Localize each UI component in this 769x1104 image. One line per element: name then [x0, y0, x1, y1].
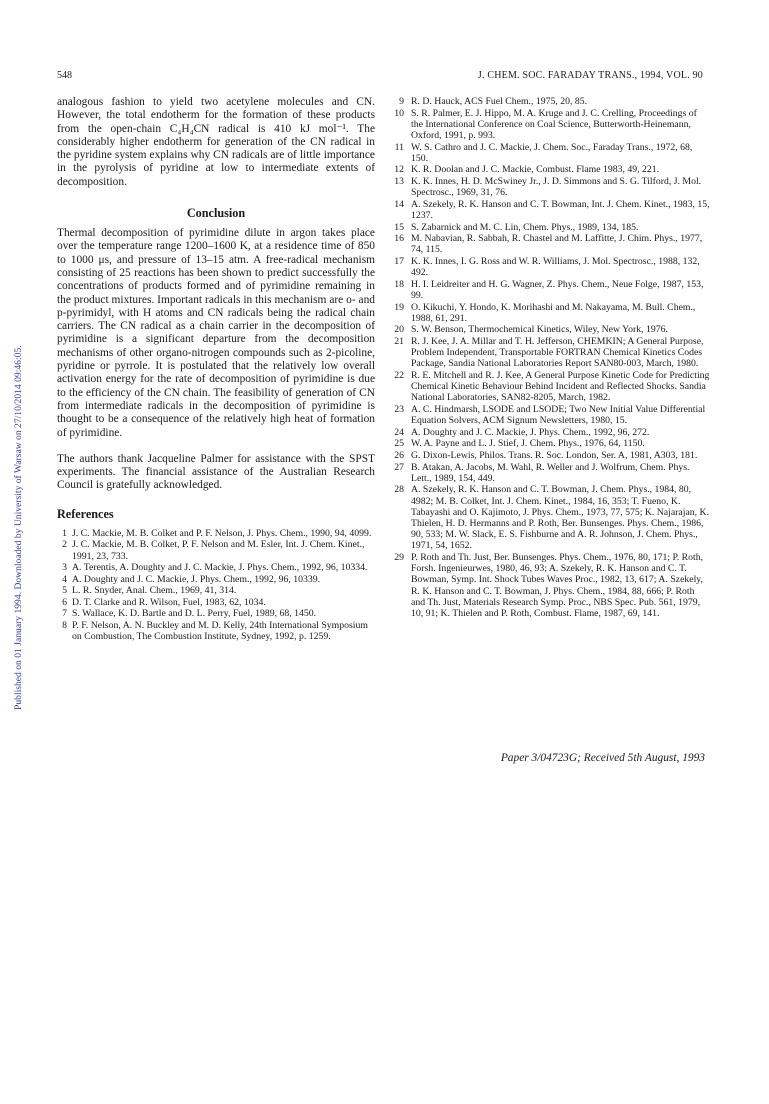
reference-item [392, 462, 710, 484]
reference-number: 4 [62, 573, 67, 585]
reference-text: B. Atakan, A. Jacobs, M. Wahl, R. Weller and J. Wolfrum, Chem. Phys. Lett., 1989, 154, 449. [411, 461, 690, 484]
acknowledgement-paragraph: The authors thank Jacqueline Palmer for assistance with the SPST experiments. The financial assistance of the Australian Research Council is gratefully acknowledged. [57, 452, 375, 492]
reference-text: A. Szekely, R. K. Hanson and C. T. Bowman, J. Chem. Phys., 1984, 80, 4982; M. B. Colket, Int. J. Chem. Kinet., 1984, 16, 353; T. Fueno, K. Tabayashi and O. Kajimoto, J. Phys. Chem., 1973, 77, 575; K. Najarajan, K. Thielen, H. D. Hermanns and P. Roth, Ber. Bunsenges. Phys. Chem., 1986, 90, 533; M. W. Slack, E. S. Fishburne and A. R. Johnson, J. Chem. Phys., 1971, 54, 1652. [411, 484, 710, 552]
reference-item [392, 404, 710, 426]
reference-text: R. D. Hauck, ACS Fuel Chem., 1975, 20, 85. [411, 96, 588, 107]
reference-number: 26 [394, 449, 404, 461]
reference-item [392, 279, 710, 301]
reference-number: 6 [62, 596, 67, 608]
reference-number: 3 [62, 562, 67, 574]
reference-text: J. C. Mackie, M. B. Colket, P. F. Nelson and M. Esler, Int. J. Chem. Kinet., 1991, 23, 733. [72, 539, 365, 562]
reference-item [392, 336, 710, 370]
reference-item [392, 96, 710, 107]
reference-text: D. T. Clarke and R. Wilson, Fuel, 1983, 62, 1034. [72, 596, 266, 608]
download-stamp-text: Published on 01 January 1994. Downloaded by University of Warsaw on 27/10/2014 09:46:05. [13, 345, 24, 710]
reference-number: 5 [62, 585, 67, 597]
reference-number: 9 [399, 96, 404, 107]
reference-number: 14 [394, 198, 404, 210]
reference-text: S. W. Benson, Thermochemical Kinetics, Wiley, New York, 1976. [411, 324, 668, 336]
reference-list-right [392, 96, 710, 619]
reference-text: G. Dixon-Lewis, Philos. Trans. R. Soc. London, Ser. A, 1981, A303, 181. [411, 449, 698, 461]
reference-number: 19 [394, 301, 404, 313]
reference-item [57, 608, 375, 619]
reference-item [57, 574, 375, 585]
reference-item [392, 427, 710, 438]
left-column [57, 96, 375, 643]
reference-text: W. S. Cathro and J. C. Mackie, J. Chem. Soc., Faraday Trans., 1972, 68, 150. [411, 141, 693, 164]
reference-item [392, 108, 710, 142]
reference-text: A. Terentis, A. Doughty and J. C. Mackie, J. Phys. Chem., 1992, 96, 10334. [72, 562, 368, 574]
reference-number: 1 [62, 527, 67, 539]
reference-text: R. E. Mitchell and R. J. Kee, A General Purpose Kinetic Code for Predicting Chemical Kinetic Behaviour Behind Incident and Reflected Shocks. Sandia National Laboratories, SAN82-8205, March, 1982. [411, 369, 710, 404]
reference-text: A. Szekely, R. K. Hanson and C. T. Bowman, Int. J. Chem. Kinet., 1983, 15, 1237. [411, 198, 710, 221]
reference-number: 13 [394, 175, 404, 187]
reference-list-left [57, 528, 375, 643]
reference-text: A. C. Hindmarsh, LSODE and LSODE; Two New Initial Value Differential Equation Solvers, ACM Signum Newsletters, 1980, 15. [411, 403, 706, 427]
reference-text: J. C. Mackie, M. B. Colket and P. F. Nelson, J. Phys. Chem., 1990, 94, 4099. [72, 527, 372, 539]
reference-number: 18 [394, 278, 404, 290]
running-head: J. CHEM. SOC. FARADAY TRANS., 1994, VOL. 90 [477, 70, 703, 81]
reference-number: 2 [62, 539, 67, 551]
download-stamp [2, 210, 24, 710]
intro-paragraph: analogous fashion to yield two acetylene molecules and CN. However, the total endotherm for the formation of these products from the open-chain C₄H₄CN radical is 410 kJ mol⁻¹. The considerably higher endotherm for generation of the CN radical in the pyridine system explains why CN radicals are of little importance in the pyrolysis of pyridine at low to intermediate extents of decomposition. [57, 96, 375, 188]
reference-number: 20 [394, 324, 404, 336]
reference-item [57, 585, 375, 596]
conclusion-paragraph: Thermal decomposition of pyrimidine dilute in argon takes place over the temperature range 1200–1600 K, at a residence time of 850 to 1000 μs, and pressure of 13–15 atm. A free-radical mechanism consisting of 25 reactions has been shown to predict successfully the concentrations of products formed and of pyrimidine remaining in the product mixtures. Important radicals in this mechanism are o- and p-pyrimidyl, with H atoms and CN radicals being the radical chain carriers. The CN radical as a chain carrier in the decomposition of pyrimidine is a significant departure from the decomposition mechanisms of other organo-nitrogen compounds such as 2-picoline, pyridine or pyrrole. It is postulated that the relatively low overall activation energy for the rate of decomposition of pyrimidine is due to the efficiency of the CN chain. The feasibility of generation of CN from intermediate radicals in the decomposition of pyrimidine is thought to be a consequence of the relatively high heat of formation of pyrimidine. [57, 227, 375, 439]
reference-text: K. K. Innes, H. D. McSwiney Jr., J. D. Simmons and S. G. Tilford, J. Mol. Spectrosc., 1969, 31, 76. [411, 175, 702, 199]
reference-item [392, 164, 710, 175]
reference-item [392, 552, 710, 619]
reference-item [57, 597, 375, 608]
received-line: Paper 3/04723G; Received 5th August, 1993 [500, 752, 705, 764]
reference-text: P. Roth and Th. Just, Ber. Bunsenges. Phys. Chem., 1976, 80, 171; P. Roth, Forsh. Ingenieurwes, 1980, 46, 93; A. Szekely, R. K. Hanson and C. T. Bowman, Symp. Int. Shock Tubes Waves Proc., 1982, 13, 617; A. Szekely, R. K. Hanson and C. T. Bowman, J. Phys. Chem., 1984, 88, 666; P. Roth and Th. Just, Materials Research Symp. Proc., NBS Spec. Pub. 561, 1979, 10, 91; K. Thielen and P. Roth, Combust. Flame, 1987, 69, 141. [411, 551, 704, 619]
reference-number: 28 [394, 484, 404, 496]
reference-number: 17 [394, 255, 404, 267]
reference-item [392, 450, 710, 461]
reference-text: S. R. Palmer, E. J. Hippo, M. A. Kruge and J. C. Crelling, Proceedings of the International Conference on Coal Science, Butterworth-Heinemann, Oxford, 1991, p. 993. [411, 107, 697, 141]
reference-number: 15 [394, 221, 404, 233]
reference-item [392, 484, 710, 551]
reference-text: R. J. Kee, J. A. Millar and T. H. Jefferson, CHEMKIN; A General Purpose, Problem Independent, Transportable FORTRAN Chemical Kinetics Codes Package, Sandia National Laboratories Report SAN80-003, March, 1980. [411, 335, 704, 370]
reference-number: 25 [394, 438, 404, 450]
reference-item [57, 528, 375, 539]
reference-item [57, 562, 375, 573]
reference-text: O. Kikuchi, Y. Hondo, K. Morihashi and M. Nakayama, M. Bull. Chem., 1988, 61, 291. [411, 301, 696, 324]
conclusion-heading: Conclusion [186, 206, 246, 221]
reference-text: A. Doughty and J. C. Mackie, J. Phys. Chem., 1992, 96, 10339. [72, 573, 321, 585]
reference-text: K. K. Innes, I. G. Ross and W. R. Williams, J. Mol. Spectrosc., 1988, 132, 492. [411, 255, 700, 279]
reference-number: 16 [394, 233, 404, 245]
references-heading: References [57, 506, 114, 521]
reference-text: S. Wallace, K. D. Bartle and D. L. Perry, Fuel, 1989, 68, 1450. [72, 608, 317, 620]
reference-item [392, 256, 710, 278]
reference-item [57, 620, 375, 642]
reference-number: 27 [394, 461, 404, 473]
reference-item [392, 324, 710, 335]
reference-text: M. Nabavian, R. Sabbah, R. Chastel and M. Laffitte, J. Chim. Phys., 1977, 74, 115. [411, 233, 703, 256]
reference-number: 29 [394, 551, 404, 563]
reference-item [392, 176, 710, 198]
reference-item [392, 199, 710, 221]
reference-number: 10 [394, 107, 404, 119]
reference-text: W. A. Payne and L. J. Stief, J. Chem. Phys., 1976, 64, 1150. [411, 438, 645, 450]
reference-item [57, 539, 375, 561]
reference-number: 11 [394, 141, 404, 153]
reference-number: 21 [394, 335, 404, 347]
reference-text: H. I. Leidreiter and H. G. Wagner, Z. Phys. Chem., Neue Folge, 1987, 153, 99. [411, 278, 704, 301]
reference-number: 22 [394, 369, 404, 381]
page-number: 548 [57, 70, 72, 81]
reference-number: 7 [62, 608, 67, 620]
reference-item [392, 438, 710, 449]
right-column [392, 96, 710, 620]
reference-item [392, 302, 710, 324]
reference-text: S. Zabarnick and M. C. Lin, Chem. Phys., 1989, 134, 185. [411, 221, 639, 233]
reference-text: A. Doughty and J. C. Mackie, J. Phys. Chem., 1992, 96, 272. [411, 426, 650, 438]
reference-text: P. F. Nelson, A. N. Buckley and M. D. Kelly, 24th International Symposium on Combustion, The Combustion Institute, Sydney, 1992, p. 1259. [72, 620, 368, 643]
reference-number: 23 [394, 403, 404, 415]
reference-number: 12 [394, 164, 404, 176]
reference-number: 8 [62, 620, 67, 632]
reference-item [392, 142, 710, 164]
reference-text: L. R. Snyder, Anal. Chem., 1969, 41, 314. [72, 585, 237, 597]
reference-text: K. R. Doolan and J. C. Mackie, Combust. Flame 1983, 49, 221. [411, 164, 660, 176]
reference-item [392, 370, 710, 404]
reference-item [392, 233, 710, 255]
reference-item [392, 222, 710, 233]
reference-number: 24 [394, 426, 404, 438]
